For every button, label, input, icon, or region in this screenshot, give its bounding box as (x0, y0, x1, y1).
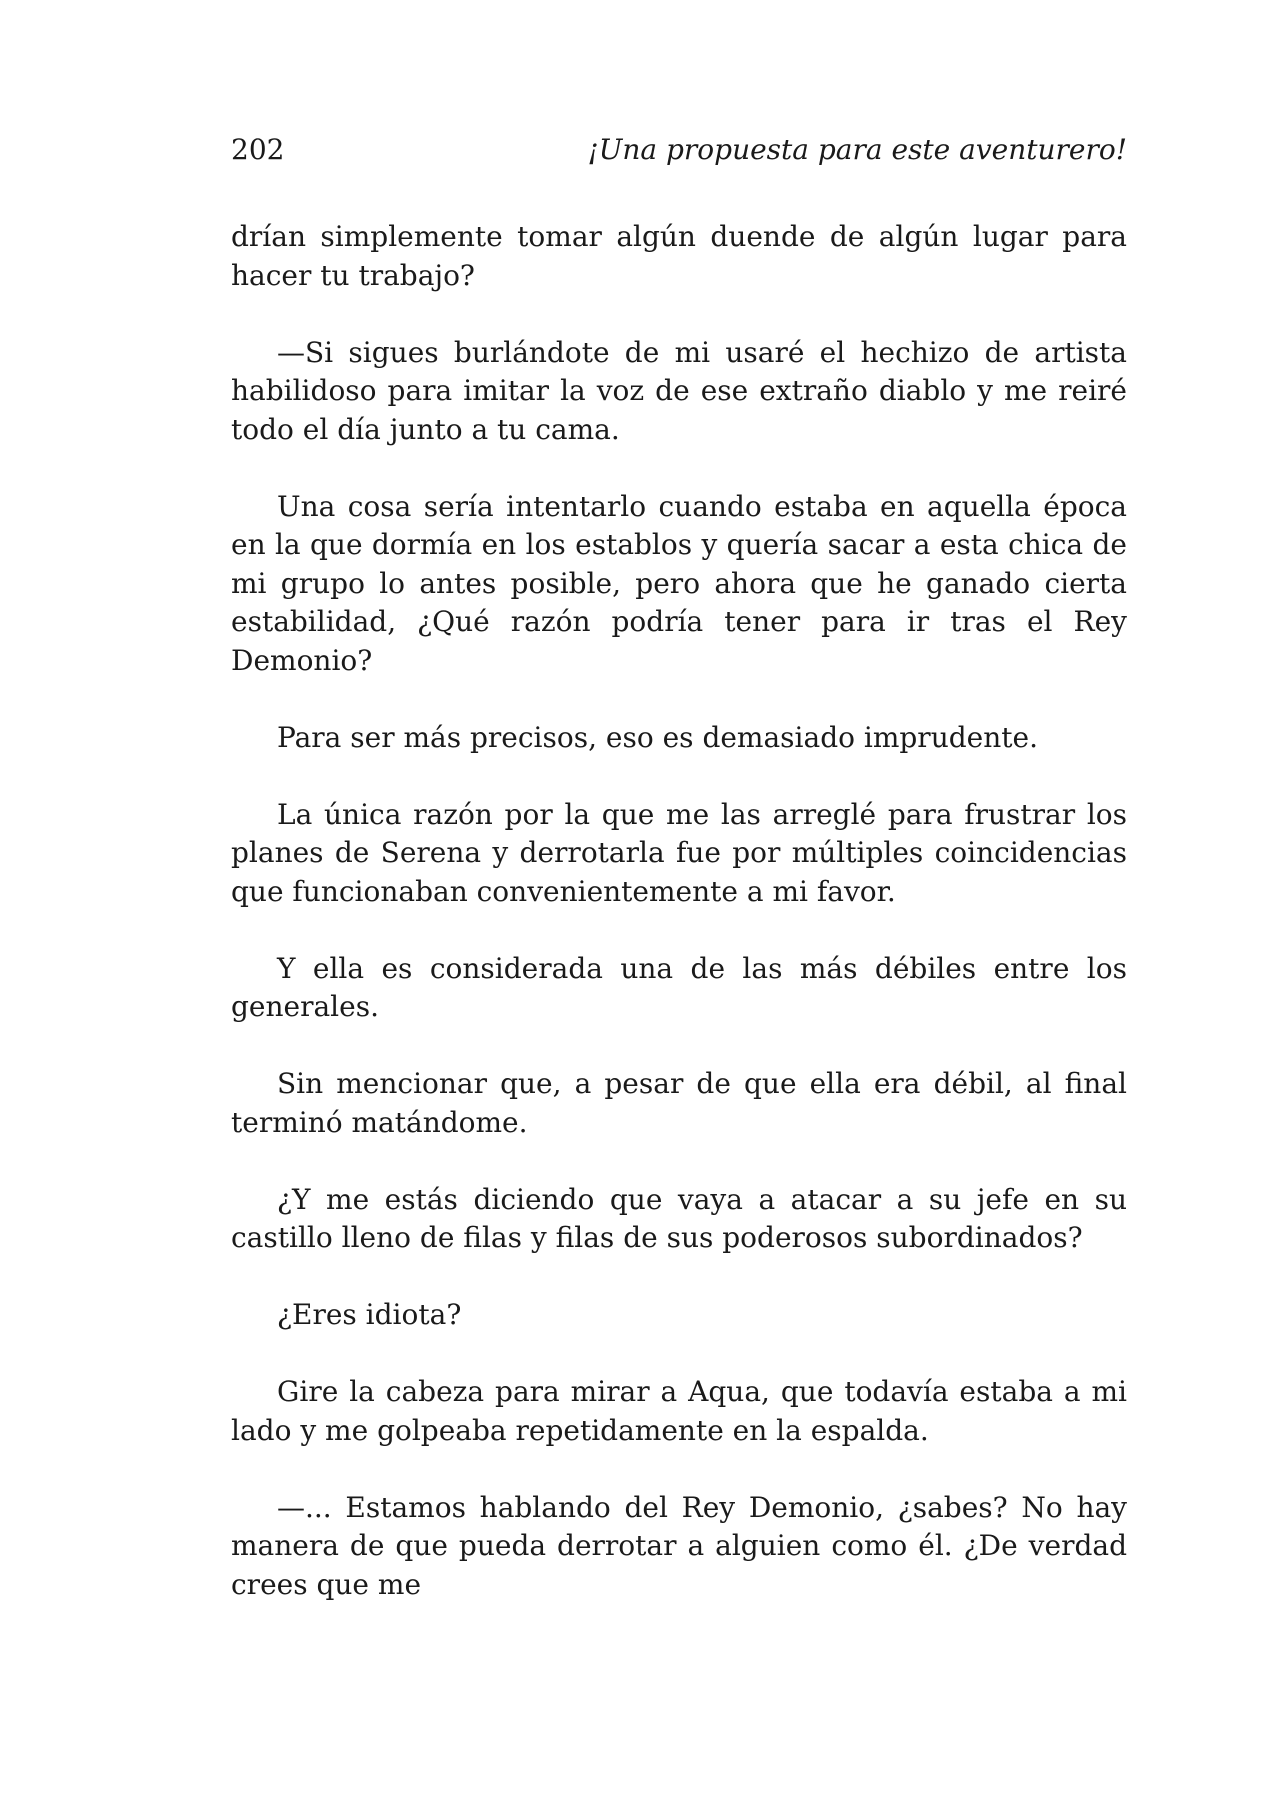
book-page (231, 0, 1127, 1807)
page-number: 202 (231, 133, 285, 166)
paragraph: drían simplemente tomar algún duende de algún lugar para hacer tu trabajo? (231, 220, 1127, 292)
paragraph: Una cosa sería intentarlo cuando estaba en aquella época en la que dormía en los establos y quería sacar a esta chica de mi grupo lo antes posible, pero ahora que he ganado cierta estabilidad, ¿Qué razón podría tener para ir tras el Rey Demonio? (231, 489, 1127, 677)
body-text (231, 218, 1127, 1643)
paragraph: Y ella es considerada una de las más débiles entre los generales. (231, 951, 1127, 1023)
paragraph: ¿Y me estás diciendo que vaya a atacar a su jefe en su castillo lleno de filas y filas de sus poderosos subordinados? (231, 1182, 1127, 1254)
paragraph: Para ser más precisos, eso es demasiado imprudente. (277, 720, 1038, 754)
paragraph: ¿Eres idiota? (277, 1298, 462, 1331)
page-header (231, 130, 1127, 170)
paragraph: La única razón por la que me las arreglé para frustrar los planes de Serena y derrotarla fue por múltiples coincidencias que funcionaban convenientemente a mi favor. (231, 797, 1127, 908)
paragraph: Gire la cabeza para mirar a Aqua, que todavía estaba a mi lado y me golpeaba repetidamente en la espalda. (231, 1375, 1127, 1447)
paragraph: —... Estamos hablando del Rey Demonio, ¿sabes? No hay manera de que pueda derrotar a alguien como él. ¿De verdad crees que me (231, 1490, 1127, 1601)
paragraph: —Si sigues burlándote de mi usaré el hechizo de artista habilidoso para imitar la voz de ese extraño diablo y me reiré todo el día junto a tu cama. (231, 335, 1127, 446)
paragraph: Sin mencionar que, a pesar de que ella era débil, al final terminó matándome. (231, 1067, 1127, 1139)
running-title: ¡Una propuesta para este aventurero! (587, 133, 1127, 166)
